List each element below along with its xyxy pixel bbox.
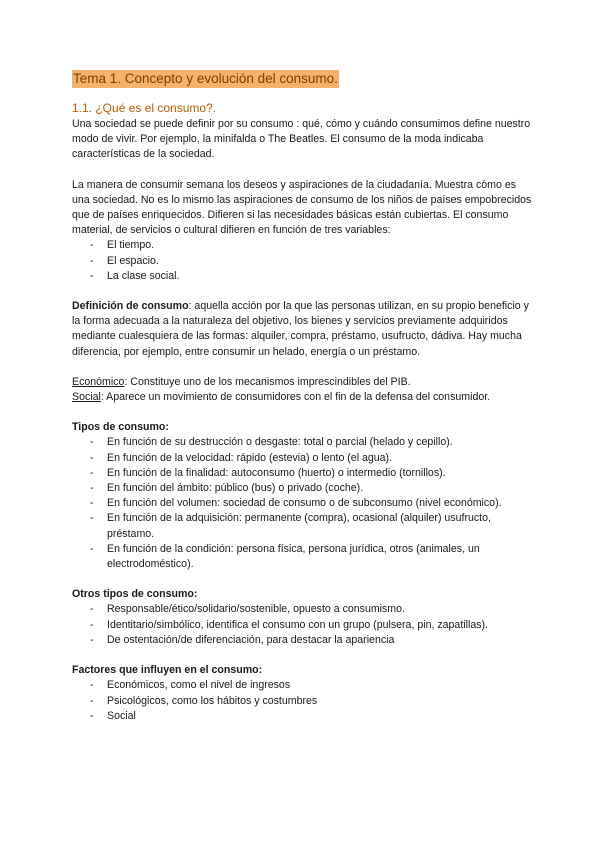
list-item: - En función de su destrucción o desgaste: total o parcial (helado y cepillo). <box>72 435 532 450</box>
list-item: - En función de la condición: persona física, persona jurídica, otros (animales, un electrodoméstico). <box>72 542 532 572</box>
list-item: - Identitario/simbólico, identifica el consumo con un grupo (pulsera, pin, zapatillas). <box>72 618 532 633</box>
list-item: - Responsable/ético/solidario/sostenible, opuesto a consumismo. <box>72 602 532 617</box>
tipos-heading: Tipos de consumo: <box>72 421 169 434</box>
factores-heading: Factores que influyen en el consumo: <box>72 664 263 677</box>
list-item: - Económicos, como el nivel de ingresos <box>72 678 532 693</box>
list-item: - El espacio. <box>72 254 532 269</box>
paragraph-social <box>72 390 532 405</box>
list-item: - La clase social. <box>72 269 532 284</box>
social-term: Social <box>72 391 101 404</box>
paragraph-definicion <box>72 299 532 360</box>
page-title: Tema 1. Concepto y evolución del consumo. <box>73 71 338 86</box>
list-item: - En función de la adquisición: permanente (compra), ocasional (alquiler) usufructo, préstamo. <box>72 511 532 541</box>
section-heading-1-1: 1.1. ¿Qué es el consumo?. <box>72 101 217 115</box>
paragraph-economico <box>72 375 532 390</box>
document-content <box>72 70 532 724</box>
definicion-term: Definición de consumo <box>72 300 189 313</box>
list-item: - Social <box>72 709 532 724</box>
social-text: : Aparece un movimiento de consumidores con el fin de la defensa del consumidor. <box>100 391 491 404</box>
variables-list <box>72 238 532 284</box>
list-item: - En función de la velocidad: rápido (estevia) o lento (el agua). <box>72 451 532 466</box>
list-item: - En función del ámbito: público (bus) o privado (coche). <box>72 481 532 496</box>
definicion-text: : aquella acción por la que las personas utilizan, en su propio beneficio y la forma adecuada a la naturaleza del objetivo, los bienes y servicios previamente adquiridos mediante cualesquiera de las formas: alquiler, compra, préstamo, usufructo, dádiva. Hay mucha diferencia, por ejemplo, entre consumir un helado, energía o un préstamo. <box>72 300 529 358</box>
list-item: - Psicológicos, como los hábitos y costumbres <box>72 694 532 709</box>
tipos-list <box>72 435 532 572</box>
paragraph-intro: Una sociedad se puede definir por su consumo : qué, cómo y cuándo consumimos define nuestro modo de vivir. Por ejemplo, la minifalda o The Beatles. El consumo de la moda indicaba características de la sociedad. <box>72 118 531 161</box>
list-item: - En función del volumen: sociedad de consumo o de subconsumo (nivel económico). <box>72 496 532 511</box>
list-item: - De ostentación/de diferenciación, para destacar la apariencia <box>72 633 532 648</box>
paragraph-manera: La manera de consumir semana los deseos y aspiraciones de la ciudadanía. Muestra cómo es una sociedad. No es lo mismo las aspiraciones de consumo de los niños de países empobrecidos que de países enriquecidos. Difieren si las necesidades básicas están cubiertas. El consumo material, de servicios o cultural difieren en función de tres variables: <box>72 178 532 237</box>
factores-list <box>72 678 532 724</box>
economico-term: Económico <box>72 375 125 388</box>
list-item: - En función de la finalidad: autoconsumo (huerto) o intermedio (tornillos). <box>72 466 532 481</box>
list-item: - El tiempo. <box>72 238 532 253</box>
otros-heading: Otros tipos de consumo: <box>72 588 198 601</box>
economico-text: : Constituye uno de los mecanismos imprescindibles del PIB. <box>124 375 411 388</box>
otros-list <box>72 602 532 648</box>
